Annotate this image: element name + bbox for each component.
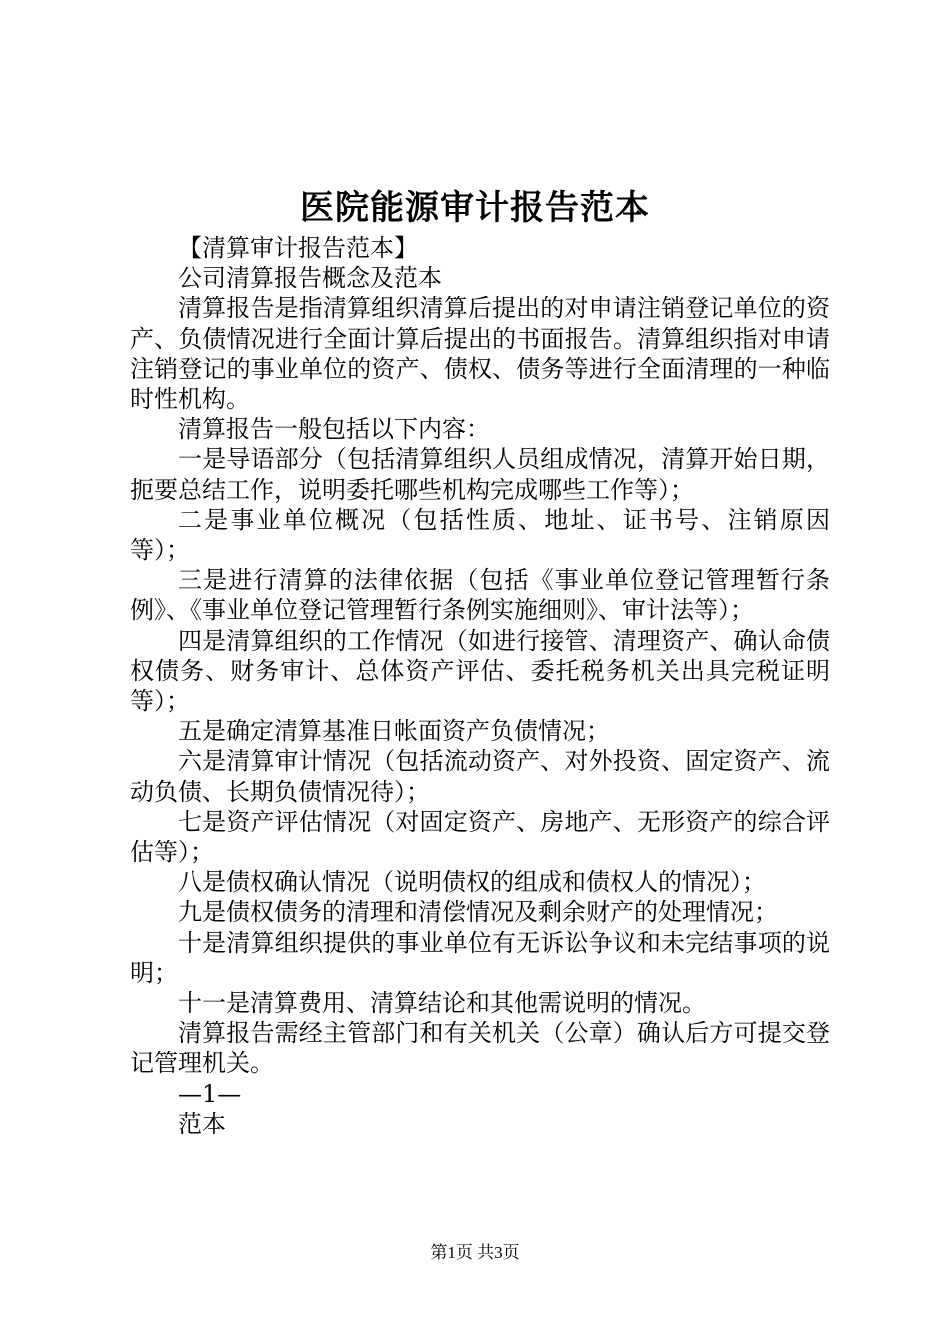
paragraph-item-11: 十一是清算费用、清算结论和其他需说明的情况。 (178, 989, 706, 1018)
document-body (130, 233, 830, 1139)
paragraph-item-6: 六是清算审计情况（包括流动资产、对外投资、固定资产、流动负债、长期负债情况待）； (130, 747, 830, 806)
paragraph-item-2: 二是事业单位概况（包括性质、地址、证书号、注销原因等）； (130, 505, 830, 565)
paragraph-item-9: 九是债权债务的清理和清偿情况及剩余财产的处理情况； (178, 898, 778, 927)
page-footer: 第1页 共3页 (430, 1243, 520, 1262)
paragraph-subtitle: 公司清算报告概念及范本 (178, 264, 442, 293)
paragraph-item-8: 八是债权确认情况（说明债权的组成和债权人的情况）； (178, 868, 766, 897)
paragraph-item-5: 五是确定清算基准日帐面资产负债情况； (178, 717, 610, 746)
paragraph-approval: 清算报告需经主管部门和有关机关（公章）确认后方可提交登记管理机关。 (130, 1019, 830, 1078)
paragraph-item-3: 三是进行清算的法律依据（包括《事业单位登记管理暂行条例》、《事业单位登记管理暂行条例实施细则》、审计法等）； (130, 566, 830, 625)
paragraph-definition: 清算报告是指清算组织清算后提出的对申请注销登记单位的资产、负债情况进行全面计算后提出的书面报告。清算组织指对申请注销登记的事业单位的资产、债权、债务等进行全面清理的一种临时性机构。 (130, 294, 830, 414)
inline-page-marker: —1— (178, 1079, 242, 1108)
paragraph-heading-bracket: 【清算审计报告范本】 (178, 234, 418, 262)
paragraph-item-4: 四是清算组织的工作情况（如进行接管、清理资产、确认命债权债务、财务审计、总体资产评估、委托税务机关出具完税证明等）； (130, 626, 830, 716)
paragraph-contents-intro: 清算报告一般包括以下内容： (178, 415, 490, 444)
paragraph-item-10: 十是清算组织提供的事业单位有无诉讼争议和未完结事项的说明； (130, 928, 830, 987)
paragraph-item-1: 一是导语部分（包括清算组织人员组成情况，清算开始日期，扼要总结工作，说明委托哪些机构完成哪些工作等）； (130, 445, 830, 504)
paragraph-fanben: 范本 (178, 1109, 226, 1138)
document-title: 医院能源审计报告范本 (300, 188, 650, 228)
paragraph-item-7: 七是资产评估情况（对固定资产、房地产、无形资产的综合评估等）； (130, 807, 830, 867)
